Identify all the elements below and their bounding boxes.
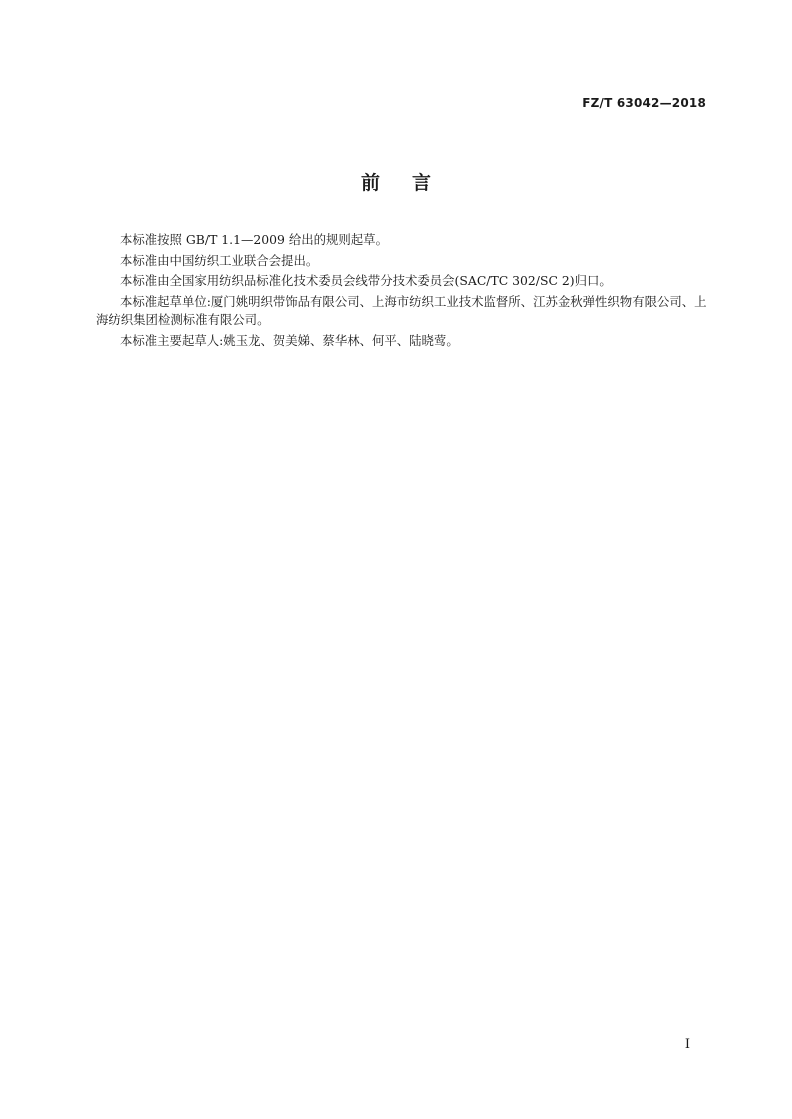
paragraph-proposed-by: 本标准由中国纺织工业联合会提出。 bbox=[120, 252, 319, 268]
foreword-body bbox=[96, 231, 708, 353]
page-number: I bbox=[684, 1037, 690, 1052]
page-title: 前言 bbox=[360, 172, 463, 194]
paragraph-administered-by: 本标准由全国家用纺织品标准化技术委员会线带分技术委员会(SAC/TC 302/SC 2)归口。 bbox=[120, 273, 612, 289]
paragraph-drafters: 本标准主要起草人:姚玉龙、贺美娣、蔡华林、何平、陆晓莺。 bbox=[120, 332, 459, 348]
standard-number: FZ/T 63042—2018 bbox=[582, 96, 706, 110]
paragraph-drafting-rules: 本标准按照 GB/T 1.1—2009 给出的规则起草。 bbox=[120, 232, 388, 247]
paragraph-drafting-units: 本标准起草单位:厦门姚明织带饰品有限公司、上海市纺织工业技术监督所、江苏金秋弹性织物有限公司、上海纺织集团检测标准有限公司。 bbox=[96, 293, 707, 328]
